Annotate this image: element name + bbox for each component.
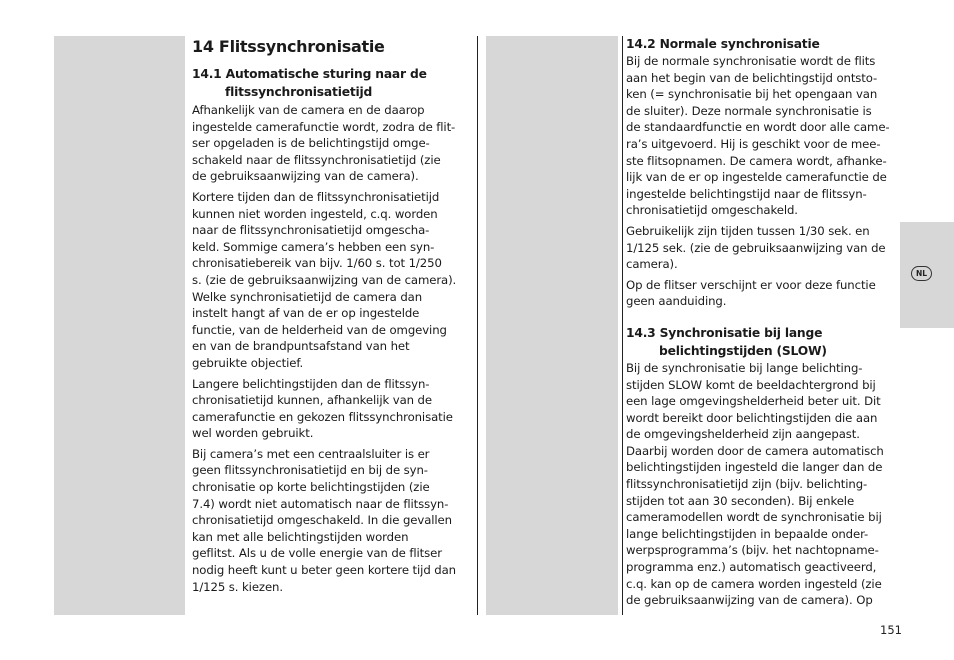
text-line: camerafunctie en gekozen flitssynchronisatie — [192, 409, 453, 424]
text-line: Langere belichtingstijden dan de flitssyn- — [192, 376, 430, 391]
section-14-1-body — [192, 102, 468, 595]
text-line: werpsprogramma’s (bijv. het nachtopname- — [626, 543, 879, 558]
text-line: de gebruiksaanwijzing van de camera). — [192, 169, 419, 184]
section-14-2-heading: 14.2 Normale synchronisatie — [626, 37, 820, 51]
column-divider-left — [477, 36, 478, 615]
text-line: de omgevingshelderheid zijn aangepast. — [626, 427, 860, 442]
text-line: kan met alle belichtingstijden worden — [192, 529, 409, 544]
chapter-title: 14 Flitssynchronisatie — [192, 37, 385, 56]
paragraph — [626, 277, 900, 310]
text-line: 1/125 sek. (zie de gebruiksaanwijzing van de — [626, 240, 886, 255]
text-line: ste flitsopnamen. De camera wordt, afhanke- — [626, 153, 887, 168]
text-line: ingestelde belichtingstijd naar de flitssyn- — [626, 186, 867, 201]
text-line: een lage omgevingshelderheid beter uit. Dit — [626, 394, 881, 409]
text-line: camera). — [626, 257, 678, 272]
text-line: 7.4) wordt niet automatisch naar de flitssyn- — [192, 496, 449, 511]
text-line: Welke synchronisatietijd de camera dan — [192, 289, 423, 304]
text-line: instelt hangt af van de er op ingestelde — [192, 306, 420, 321]
text-line: Bij camera’s met een centraalsluiter is er — [192, 446, 430, 461]
text-line: naar de flitssynchronisatietijd omgescha- — [192, 223, 430, 238]
text-line: ingestelde camerafunctie wordt, zodra de flit- — [192, 119, 456, 134]
text-line: chronisatietijd omgeschakeld. In die gevallen — [192, 513, 452, 528]
text-line: programma enz.) automatisch geactiveerd, — [626, 560, 877, 575]
text-line: de gebruiksaanwijzing van de camera). Op — [626, 593, 873, 608]
text-line: cameramodellen wordt de synchronisatie bij — [626, 510, 882, 525]
page-number: 151 — [880, 623, 902, 637]
left-column — [192, 36, 468, 599]
text-line: Kortere tijden dan de flitssynchronisatietijd — [192, 189, 440, 204]
text-line: gebruikte objectief. — [192, 355, 304, 370]
text-line: Afhankelijk van de camera en de daarop — [192, 103, 425, 117]
left-margin-band — [54, 36, 185, 615]
section-14-3-body — [626, 360, 900, 609]
center-margin-band — [486, 36, 618, 615]
text-line: chronisatietijd kunnen, afhankelijk van de — [192, 393, 432, 408]
text-line: stijden tot aan 30 seconden). Bij enkele — [626, 493, 855, 508]
section-14-3-heading: 14.3 Synchronisatie bij lange belichtingstijden (SLOW) — [626, 325, 827, 358]
paragraph — [626, 360, 900, 609]
text-line: nodig heeft kunt u beter geen kortere tijd dan — [192, 563, 456, 578]
text-line: ken (= synchronisatie bij het opengaan van — [626, 87, 878, 102]
text-line: chronisatietijd omgeschakeld. — [626, 203, 798, 218]
text-line: de standaardfunctie en wordt door alle came- — [626, 120, 890, 135]
text-line: Gebruikelijk zijn tijden tussen 1/30 sek. en — [626, 223, 870, 238]
text-line: geen flitssynchronisatietijd en bij de syn- — [192, 463, 428, 478]
text-line: lange belichtingstijden in bepaalde onder- — [626, 526, 869, 541]
paragraph — [626, 223, 900, 273]
text-line: stijden SLOW komt de beeldachtergrond bij — [626, 377, 876, 392]
text-line: 1/125 s. kiezen. — [192, 579, 283, 594]
right-column — [626, 36, 900, 613]
text-line: Daarbij worden door de camera automatisch — [626, 443, 884, 458]
section-14-1-heading: 14.1 Automatische sturing naar de flitssynchronisatietijd — [192, 67, 427, 99]
text-line: kunnen niet worden ingesteld, c.q. worden — [192, 206, 438, 221]
text-line: chronisatiebereik van bijv. 1/60 s. tot 1/250 — [192, 256, 442, 271]
text-line: en van de brandpuntsafstand van het — [192, 339, 410, 354]
text-line: flitssynchronisatietijd zijn (bijv. belichting- — [626, 477, 868, 492]
text-line: aan het begin van de belichtingstijd ontsto- — [626, 70, 878, 85]
text-line: belichtingstijden ingesteld die langer dan de — [626, 460, 883, 475]
text-line: ser opgeladen is de belichtingstijd omge- — [192, 136, 430, 151]
text-line: Bij de normale synchronisatie wordt de flits — [626, 54, 876, 68]
paragraph — [192, 189, 468, 372]
text-line: chronisatie op korte belichtingstijden (zie — [192, 480, 430, 495]
text-line: keld. Sommige camera’s hebben een syn- — [192, 239, 435, 254]
text-line: geen aanduiding. — [626, 294, 727, 309]
text-line: wordt bereikt door belichtingstijden die aan — [626, 410, 878, 425]
column-divider-right — [622, 36, 623, 615]
paragraph — [626, 53, 900, 219]
text-line: schakeld naar de flitssynchronisatietijd (zie — [192, 152, 441, 167]
text-line: geflitst. Als u de volle energie van de flitser — [192, 546, 442, 561]
text-line: ra’s uitgevoerd. Hij is geschikt voor de mee- — [626, 136, 881, 151]
text-line: functie, van de helderheid van de omgeving — [192, 322, 447, 337]
paragraph — [192, 446, 468, 595]
text-line: Op de flitser verschijnt er voor deze functie — [626, 277, 876, 292]
text-line: wel worden gebruikt. — [192, 426, 314, 441]
text-line: c.q. kan op de camera worden ingesteld (zie — [626, 576, 882, 591]
section-14-2-body — [626, 53, 900, 310]
text-line: lijk van de er op ingestelde camerafunctie de — [626, 170, 887, 185]
text-line: s. (zie de gebruiksaanwijzing van de camera). — [192, 272, 457, 287]
paragraph — [192, 102, 468, 185]
language-badge: NL — [911, 266, 932, 281]
text-line: Bij de synchronisatie bij lange belichting- — [626, 360, 863, 375]
text-line: de sluiter). Deze normale synchronisatie is — [626, 103, 872, 118]
paragraph — [192, 376, 468, 442]
